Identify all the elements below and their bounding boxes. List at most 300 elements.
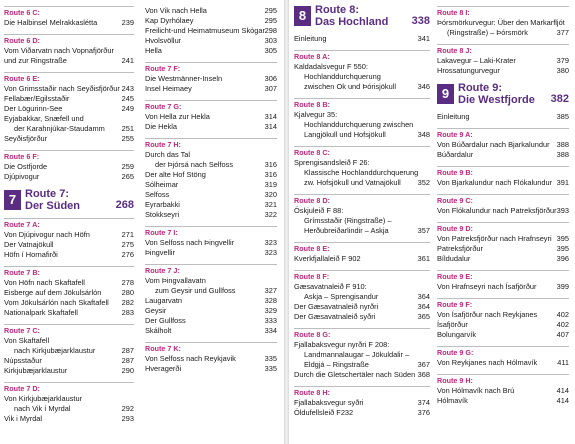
route-divider [145, 264, 277, 265]
page-number: 388 [556, 150, 569, 159]
toc-entry[interactable] [437, 310, 569, 320]
route-label-text: Route 7 A: [4, 220, 40, 229]
toc-column-left-2 [145, 6, 277, 374]
toc-entry[interactable] [4, 308, 134, 318]
route-label-text: Route 8 C: [294, 148, 330, 157]
entry-title: Von Djúpivogur nach Höfn [4, 230, 90, 239]
toc-entry[interactable] [4, 104, 134, 114]
route-divider [294, 194, 430, 195]
entry-title: Von Grimsstaðir nach Seyðisfjörður [4, 84, 120, 93]
toc-entry[interactable] [294, 340, 430, 350]
toc-entry[interactable] [145, 200, 277, 210]
spacer [437, 188, 569, 192]
route-label [294, 196, 430, 206]
toc-entry[interactable] [437, 112, 569, 122]
toc-entry[interactable] [294, 282, 430, 292]
toc-entry[interactable] [145, 286, 277, 296]
entry-title: Die Hekla [145, 122, 178, 131]
page-number: 245 [121, 94, 134, 103]
entry-title: Sprengisandsleið F 26: [294, 158, 370, 167]
toc-entry[interactable] [145, 296, 277, 306]
page-number: 329 [264, 306, 277, 315]
page-number: 305 [264, 46, 277, 55]
spacer [294, 140, 430, 144]
toc-entry[interactable] [145, 122, 277, 132]
chapter-title-line: Der Süden [25, 200, 81, 212]
entry-title: Die Ostfjorde [4, 162, 48, 171]
page-number: 321 [264, 200, 277, 209]
route-label [437, 348, 569, 358]
route-label [294, 272, 430, 282]
route-label [437, 130, 569, 140]
entry-title: Höfn í Hornafirði [4, 250, 58, 259]
toc-entry[interactable] [145, 150, 277, 160]
toc-entry[interactable] [437, 206, 569, 216]
route-label [145, 102, 277, 112]
page-number: 298 [264, 26, 277, 35]
toc-entry[interactable] [145, 276, 277, 286]
toc-entry[interactable] [294, 302, 430, 312]
toc-entry[interactable] [437, 56, 569, 66]
entry-title: Der Vatnajökull [4, 240, 54, 249]
route-divider [4, 218, 134, 219]
page-number: 393 [556, 206, 569, 215]
toc-entry[interactable] [145, 364, 277, 374]
entry-title: Durch die Gletschertäler nach Süden [294, 370, 416, 379]
toc-entry[interactable] [4, 298, 134, 308]
spacer [294, 322, 430, 326]
route-label-text: Route 8 B: [294, 100, 330, 109]
route-label [4, 74, 134, 84]
route-label [294, 100, 430, 110]
route-divider [4, 72, 134, 73]
toc-entry[interactable] [437, 18, 569, 28]
chapter-number-badge: 7 [4, 190, 21, 210]
entry-title: Seyðisfjörður [4, 134, 48, 143]
page-number: 316 [264, 170, 277, 179]
toc-entry[interactable] [294, 34, 430, 44]
entry-title: zum Geysir und Gullfoss [155, 286, 236, 295]
entry-title: Þórsmörkurvegur: Über den Markarfljót [437, 18, 565, 27]
toc-entry[interactable] [437, 386, 569, 396]
toc-entry[interactable] [294, 216, 430, 226]
entry-title: Von Hólmavík nach Brú [437, 386, 515, 395]
page-number: 364 [417, 292, 430, 301]
entry-title: Von Flókalundur nach Patreksfjörður [437, 206, 557, 215]
toc-entry[interactable] [294, 168, 430, 178]
spacer [145, 220, 277, 224]
route-divider [145, 62, 277, 63]
toc-column-right-1 [294, 2, 430, 418]
entry-title: Lakavegur – Laki-Krater [437, 56, 516, 65]
entry-title: Landmannalaugar – Jökuldalir – [304, 350, 410, 359]
toc-entry[interactable] [4, 278, 134, 288]
spacer [437, 76, 569, 80]
route-label [437, 8, 569, 18]
page-number: 395 [556, 234, 569, 243]
entry-title: Fjallabaksvegur nyrðri F 208: [294, 340, 390, 349]
toc-entry[interactable] [294, 226, 430, 236]
entry-title: Hrossatungurvegur [437, 66, 500, 75]
route-divider [4, 324, 134, 325]
route-label [294, 388, 430, 398]
entry-title: Vom Viðarvatn nach Vopnafjörður [4, 46, 114, 55]
entry-title: Von Hella zur Hekla [145, 112, 210, 121]
entry-title: Herðubreiðarlindir – Askja [304, 226, 389, 235]
toc-entry[interactable] [294, 398, 430, 408]
toc-entry[interactable] [145, 238, 277, 248]
route-label-text: Route 6 F: [4, 152, 40, 161]
toc-entry[interactable] [437, 254, 569, 264]
entry-title: der Karahnjúkar-Staudamm [14, 124, 105, 133]
spacer [294, 44, 430, 48]
toc-entry[interactable] [294, 62, 430, 72]
entry-title: Einleitung [294, 34, 327, 43]
toc-entry[interactable] [294, 178, 430, 188]
entry-title: Hochlanddurchquerung zwischen [304, 120, 414, 129]
entry-title: Die Halbinsel Melrakkaslétta [4, 18, 98, 27]
entry-title: Langjökull und Hofsjökull [304, 130, 386, 139]
page-number: 259 [121, 162, 134, 171]
spacer [437, 264, 569, 268]
toc-entry[interactable] [4, 336, 134, 346]
toc-entry[interactable] [294, 110, 430, 120]
route-label [4, 152, 134, 162]
chapter-number-badge: 8 [294, 6, 311, 26]
entry-title: zw. Hofsjökull und Vatnajökull [304, 178, 401, 187]
toc-entry[interactable] [4, 240, 134, 250]
toc-entry[interactable] [4, 172, 134, 182]
route-label [145, 140, 277, 150]
entry-title: Von Ísafjörður nach Reykjanes [437, 310, 538, 319]
route-label-text: Route 7 K: [145, 344, 181, 353]
entry-title: Von Hrafnseyri nach Ísafjörður [437, 282, 537, 291]
spacer [145, 336, 277, 340]
entry-title: Insel Heimaey [145, 84, 192, 93]
toc-entry[interactable] [4, 162, 134, 172]
toc-entry[interactable] [294, 370, 430, 380]
route-label-text: Route 9 G: [437, 348, 474, 357]
toc-entry[interactable] [145, 112, 277, 122]
page-number: 271 [121, 230, 134, 239]
page-number: 255 [121, 134, 134, 143]
toc-entry[interactable] [294, 130, 430, 140]
page-number: 377 [556, 28, 569, 37]
entry-title: (Ringstraße) – Þórsmörk [447, 28, 528, 37]
route-label-text: Route 8 I: [437, 8, 470, 17]
route-divider [294, 50, 430, 51]
page-number: 367 [417, 360, 430, 369]
toc-entry[interactable] [4, 366, 134, 376]
toc-entry[interactable] [4, 414, 134, 424]
chapter-header[interactable] [294, 4, 430, 30]
route-divider [437, 6, 569, 7]
entry-title: Hvolsvöllur [145, 36, 182, 45]
toc-entry[interactable] [437, 66, 569, 76]
route-label-text: Route 7 J: [145, 266, 180, 275]
route-label [437, 376, 569, 386]
entry-title: Eyrarbakki [145, 200, 180, 209]
route-divider [145, 138, 277, 139]
right-page [289, 0, 575, 444]
page-number: 323 [264, 238, 277, 247]
toc-entry[interactable] [4, 124, 134, 134]
spacer [145, 94, 277, 98]
toc-entry[interactable] [437, 178, 569, 188]
route-label [145, 64, 277, 74]
toc-entry[interactable] [145, 6, 277, 16]
entry-title: Gæsavatnaleið F 910: [294, 282, 367, 291]
toc-entry[interactable] [294, 120, 430, 130]
toc-entry[interactable] [145, 306, 277, 316]
toc-entry[interactable] [294, 292, 430, 302]
route-label-text: Route 9 D: [437, 224, 473, 233]
route-label [437, 46, 569, 56]
toc-entry[interactable] [145, 170, 277, 180]
toc-entry[interactable] [4, 84, 134, 94]
toc-entry[interactable] [4, 94, 134, 104]
page-number: 314 [264, 112, 277, 121]
page-number: 293 [121, 414, 134, 423]
route-divider [437, 222, 569, 223]
toc-entry[interactable] [294, 82, 430, 92]
entry-title: Fjallabaksvegur syðri [294, 398, 364, 407]
route-label [437, 168, 569, 178]
spacer [437, 122, 569, 126]
toc-entry[interactable] [145, 316, 277, 326]
entry-title: Durch das Tal [145, 150, 191, 159]
entry-title: Hochlanddurchquerung [304, 72, 381, 81]
route-label-text: Route 7 C: [4, 326, 40, 335]
spacer [4, 144, 134, 148]
toc-entry[interactable] [294, 158, 430, 168]
route-label [294, 330, 430, 340]
spacer [4, 260, 134, 264]
toc-entry[interactable] [145, 354, 277, 364]
entry-title: Von Reykjanes nach Hólmavík [437, 358, 538, 367]
spacer [437, 368, 569, 372]
toc-entry[interactable] [437, 234, 569, 244]
toc-entry[interactable] [145, 248, 277, 258]
spacer [4, 66, 134, 70]
entry-title: Vom Þingvallavatn [145, 276, 206, 285]
entry-title: Von Selfoss nach Reykjavik [145, 354, 236, 363]
route-label [145, 344, 277, 354]
toc-entry[interactable] [145, 160, 277, 170]
entry-title: Der alte Hof Stöng [145, 170, 206, 179]
entry-title: Hella [145, 46, 162, 55]
route-divider [437, 298, 569, 299]
toc-entry[interactable] [145, 326, 277, 336]
route-label [4, 326, 134, 336]
toc-entry[interactable] [437, 244, 569, 254]
route-divider [437, 194, 569, 195]
entry-title: Askja – Sprengisandur [304, 292, 379, 301]
entry-title: Vik i Myrdal [4, 414, 43, 423]
toc-entry[interactable] [145, 26, 277, 36]
page-number: 334 [264, 326, 277, 335]
chapter-header[interactable] [437, 82, 569, 108]
page-number: 290 [121, 366, 134, 375]
toc-entry[interactable] [437, 28, 569, 38]
page-number: 265 [121, 172, 134, 181]
route-label-text: Route 6 E: [4, 74, 40, 83]
toc-entry[interactable] [4, 250, 134, 260]
entry-title: Vom Jökulsárlón nach Skaftafell [4, 298, 109, 307]
toc-entry[interactable] [145, 46, 277, 56]
toc-entry[interactable] [437, 330, 569, 340]
toc-entry[interactable] [4, 394, 134, 404]
chapter-title-line: Die Westfjorde [458, 94, 535, 106]
route-label [294, 148, 430, 158]
page-number: 243 [121, 84, 134, 93]
route-label-text: Route 7 I: [145, 228, 178, 237]
toc-entry[interactable] [4, 18, 134, 28]
page-number: 319 [264, 180, 277, 189]
toc-entry[interactable] [437, 282, 569, 292]
entry-title: Laugarvatn [145, 296, 182, 305]
page-number: 402 [556, 320, 569, 329]
toc-entry[interactable] [4, 404, 134, 414]
route-label [145, 228, 277, 238]
toc-entry[interactable] [4, 288, 134, 298]
route-label [437, 224, 569, 234]
route-label-text: Route 8 E: [294, 244, 330, 253]
spacer [437, 292, 569, 296]
toc-entry[interactable] [437, 358, 569, 368]
toc-entry[interactable] [437, 320, 569, 330]
entry-title: Stokkseyri [145, 210, 180, 219]
entry-title: nach Kirkjubæjarklaustur [14, 346, 96, 355]
route-label-text: Route 7 G: [145, 102, 182, 111]
route-label-text: Route 6 D: [4, 36, 40, 45]
chapter-title [25, 188, 80, 212]
route-label-text: Route 6 C: [4, 8, 40, 17]
page-number: 328 [264, 296, 277, 305]
page-number: 341 [417, 34, 430, 43]
toc-entry[interactable] [437, 140, 569, 150]
route-divider [145, 342, 277, 343]
route-divider [437, 374, 569, 375]
toc-entry[interactable] [4, 346, 134, 356]
toc-entry[interactable] [4, 46, 134, 56]
toc-entry[interactable] [294, 360, 430, 370]
toc-entry[interactable] [437, 396, 569, 406]
route-label-text: Route 9 H: [437, 376, 473, 385]
route-divider [294, 328, 430, 329]
page-number: 361 [417, 254, 430, 263]
entry-title: Bíldudalur [437, 254, 471, 263]
page-number: 314 [264, 122, 277, 131]
page-number: 399 [556, 282, 569, 291]
toc-entry[interactable] [294, 72, 430, 82]
toc-entry[interactable] [145, 210, 277, 220]
entry-title: Núpsstaður [4, 356, 42, 365]
page-number: 374 [417, 398, 430, 407]
chapter-title [458, 82, 535, 106]
route-divider [294, 146, 430, 147]
entry-title: Öldufellsleið F232 [294, 408, 354, 417]
route-divider [145, 226, 277, 227]
toc-entry[interactable] [4, 134, 134, 144]
toc-column-left-1 [4, 4, 134, 424]
left-page [0, 0, 284, 444]
toc-entry[interactable] [437, 150, 569, 160]
page-number: 287 [121, 356, 134, 365]
toc-entry[interactable] [294, 408, 430, 418]
entry-title: Von Vik nach Hella [145, 6, 207, 15]
toc-entry[interactable] [145, 74, 277, 84]
route-label-text: Route 7 F: [145, 64, 181, 73]
entry-title: Von Patreksfjörður nach Hrafnseyri [437, 234, 552, 243]
route-divider [4, 266, 134, 267]
page-number: 276 [121, 250, 134, 259]
toc-entry[interactable] [4, 230, 134, 240]
route-label-text: Route 8 J: [437, 46, 472, 55]
entry-title: Sólheimar [145, 180, 179, 189]
chapter-number-badge: 9 [437, 84, 454, 104]
chapter-header[interactable] [4, 188, 134, 214]
toc-entry[interactable] [294, 254, 430, 264]
route-label [4, 268, 134, 278]
toc-entry[interactable] [145, 36, 277, 46]
chapter-title-line: Route 9: [458, 82, 502, 94]
route-divider [437, 128, 569, 129]
route-label-text: Route 9 C: [437, 196, 473, 205]
entry-title: Öskjuleið F 88: [294, 206, 344, 215]
route-label-text: Route 9 F: [437, 300, 473, 309]
page-number: 376 [417, 408, 430, 417]
chapter-page-number: 338 [411, 15, 430, 27]
entry-title: Die Westmänner-Inseln [145, 74, 223, 83]
page-number: 275 [121, 240, 134, 249]
entry-title: Grímsstaðir (Ringstraße) – [304, 216, 392, 225]
page-number: 335 [264, 364, 277, 373]
toc-entry[interactable] [145, 190, 277, 200]
page-number: 327 [264, 286, 277, 295]
page-number: 322 [264, 210, 277, 219]
toc-entry[interactable] [145, 16, 277, 26]
route-label-text: Route 9 E: [437, 272, 473, 281]
spacer [437, 160, 569, 164]
spacer [4, 28, 134, 32]
page-number: 316 [264, 160, 277, 169]
route-divider [294, 242, 430, 243]
route-label [294, 244, 430, 254]
page-number: 323 [264, 248, 277, 257]
route-divider [437, 166, 569, 167]
toc-entry[interactable] [145, 84, 277, 94]
page-number: 352 [417, 178, 430, 187]
toc-entry[interactable] [145, 180, 277, 190]
toc-entry[interactable] [294, 206, 430, 216]
toc-entry[interactable] [4, 356, 134, 366]
route-label-text: Route 8 D: [294, 196, 330, 205]
page-number: 364 [417, 302, 430, 311]
entry-title: und zur Ringstraße [4, 56, 67, 65]
entry-title: Hólmavík [437, 396, 468, 405]
toc-entry[interactable] [294, 312, 430, 322]
page-number: 395 [556, 244, 569, 253]
toc-column-right-2 [437, 4, 569, 406]
route-label-text: Route 9 A: [437, 130, 473, 139]
page-number: 303 [264, 36, 277, 45]
page-number: 380 [556, 66, 569, 75]
toc-entry[interactable] [294, 350, 430, 360]
toc-entry[interactable] [4, 56, 134, 66]
toc-entry[interactable] [4, 114, 134, 124]
entry-title: Djúpivogur [4, 172, 40, 181]
